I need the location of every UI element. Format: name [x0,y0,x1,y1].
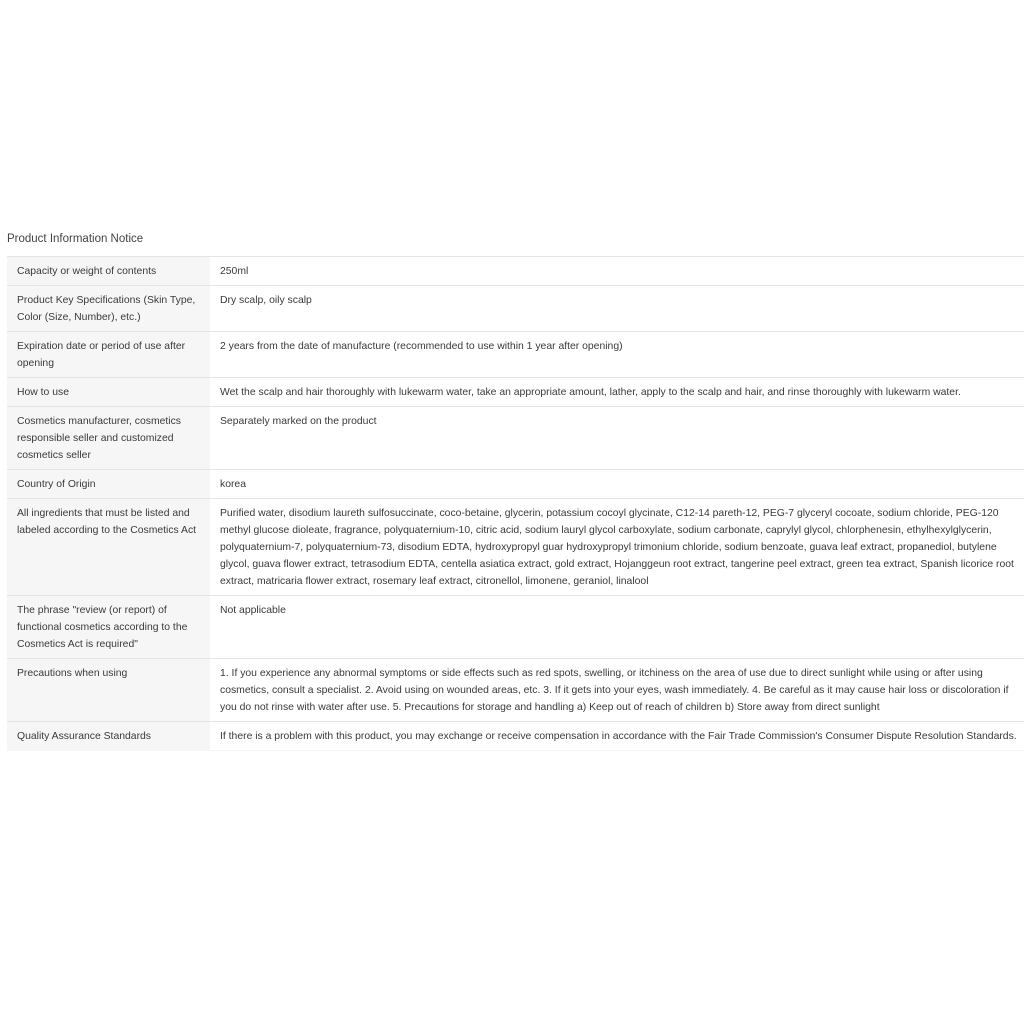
row-label-expiration: Expiration date or period of use after opening [7,332,210,378]
row-value-how-to-use: Wet the scalp and hair thoroughly with lukewarm water, take an appropriate amount, lather, apply to the scalp and hair, and rinse thoroughly with lukewarm water. [210,378,1024,407]
table-row [7,499,1024,596]
notice-title: Product Information Notice [7,233,144,245]
row-label-capacity: Capacity or weight of contents [7,257,210,286]
row-value-ingredients: Purified water, disodium laureth sulfosuccinate, coco-betaine, glycerin, potassium cocoyl glycinate, C12-14 pareth-12, PEG-7 glyceryl cocoate, sodium chloride, PEG-120 methyl glucose dioleate, fragrance, polyquaternium-10, citric acid, sodium lauryl glycol carboxylate, sodium carbonate, caprylyl glycol, chlorphenesin, ethylhexylglycerin, polyquaternium-7, polyquaternium-73, disodium EDTA, hydroxypropyl guar hydroxypropyl trimonium chloride, sodium benzoate, guava leaf extract, propanediol, butylene glycol, guava flower extract, tetrasodium EDTA, centella asiatica extract, gold extract, Hojanggeun root extract, tangerine peel extract, green tea extract, Spanish licorice root extract, matricaria flower extract, rosemary leaf extract, citronellol, limonene, geraniol, linalool [210,499,1024,596]
product-info-table [7,256,1024,751]
table-row [7,722,1024,751]
row-value-precautions: 1. If you experience any abnormal symptoms or side effects such as red spots, swelling, or itchiness on the area of use due to direct sunlight while using or after using cosmetics, consult a specialist. 2. Avoid using on wounded areas, etc. 3. If it gets into your eyes, wash immediately. 4. Be careful as it may cause hair loss or discoloration if you do not rinse with water after use. 5. Precautions for storage and handling a) Keep out of reach of children b) Store away from direct sunlight [210,659,1024,722]
table-row [7,378,1024,407]
row-value-expiration: 2 years from the date of manufacture (recommended to use within 1 year after opening) [210,332,1024,378]
row-label-functional-review: The phrase "review (or report) of functional cosmetics according to the Cosmetics Act is required" [7,596,210,659]
row-value-quality-assurance: If there is a problem with this product, you may exchange or receive compensation in accordance with the Fair Trade Commission's Consumer Dispute Resolution Standards. [210,722,1024,751]
table-row [7,596,1024,659]
table-row [7,470,1024,499]
row-value-manufacturer: Separately marked on the product [210,407,1024,470]
row-label-precautions: Precautions when using [7,659,210,722]
table-row [7,659,1024,722]
row-label-country-of-origin: Country of Origin [7,470,210,499]
row-label-key-specifications: Product Key Specifications (Skin Type, Color (Size, Number), etc.) [7,286,210,332]
table-row [7,257,1024,286]
row-label-ingredients: All ingredients that must be listed and labeled according to the Cosmetics Act [7,499,210,596]
row-label-manufacturer: Cosmetics manufacturer, cosmetics responsible seller and customized cosmetics seller [7,407,210,470]
table-row [7,407,1024,470]
row-label-how-to-use: How to use [7,378,210,407]
row-value-capacity: 250ml [210,257,1024,286]
row-label-quality-assurance: Quality Assurance Standards [7,722,210,751]
row-value-country-of-origin: korea [210,470,1024,499]
table-row [7,332,1024,378]
row-value-functional-review: Not applicable [210,596,1024,659]
product-information-notice [7,229,1024,751]
table-row [7,286,1024,332]
row-value-key-specifications: Dry scalp, oily scalp [210,286,1024,332]
